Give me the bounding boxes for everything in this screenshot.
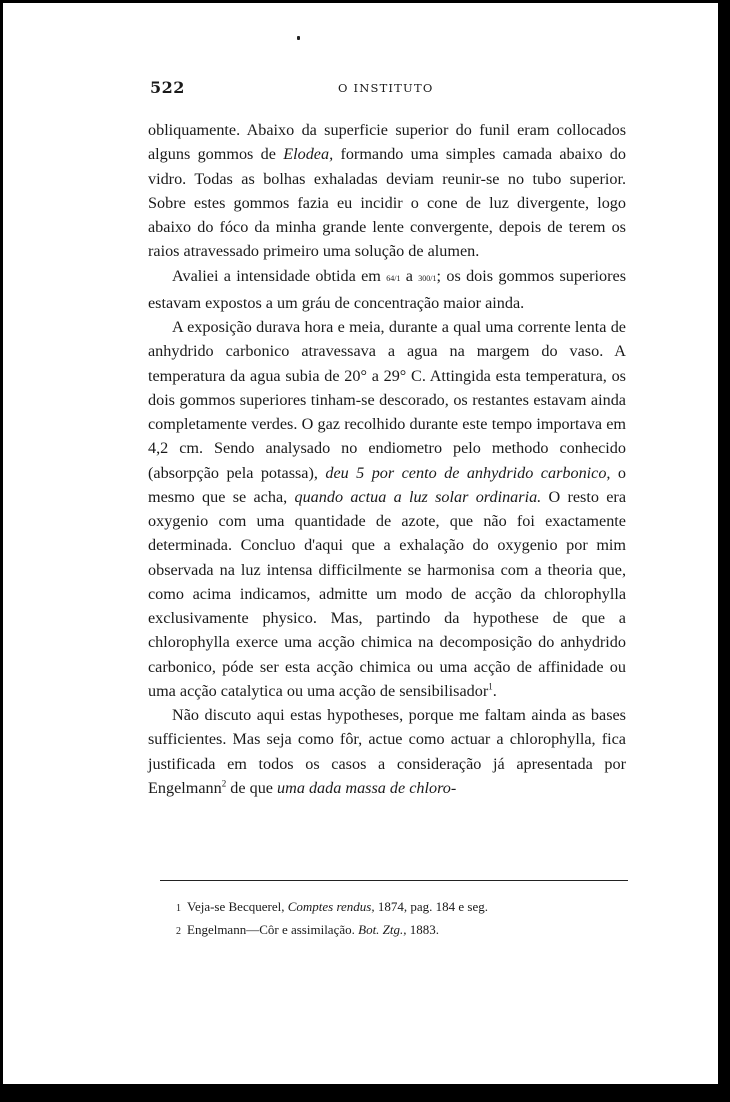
paragraph-2-mid: a [400, 266, 419, 285]
footnote-2-end: 1883. [406, 922, 440, 937]
paragraph-3-period: . [492, 681, 497, 700]
paragraph-4 [148, 703, 626, 800]
paragraph-3-rest: O resto era oxygenio com uma quantidade de azote, que não foi exactamente determinada. Concluo d'aqui que a exhalação do oxygenio por mim observada na luz intensa difficilmente se harmonisa com a theoria que, como acima indicamos, admitte um modo de acção da chlorophylla exclusivamente physico. Mas, partindo da hypothese de que a chlorophylla exerce uma acção chimica na decomposição do anhydrido carbonico, póde ser esta acção chimica ou uma acção de affinidade ou uma acção catalytica ou uma acção de sensibilisador [148, 487, 626, 700]
footnote-1-end: 1874, pag. 184 e seg. [374, 899, 488, 914]
footnote-1-mark: 1 [176, 903, 181, 914]
paragraph-2-end: ; os dois gommos superiores estavam expostos a um gráu de concentração maior ainda. [148, 266, 626, 312]
paragraph-1-rest: formando uma simples camada abaixo do vidro. Todas as bolhas exhaladas deviam reunir-se no tubo superior. Sobre estes gommos fazia eu incidir o cone de luz divergente, logo abaixo do fóco da minha grande lente convergente, depois de terem os raios atravessado primeiro uma solução de alumen. [148, 145, 626, 261]
footnotes [176, 896, 616, 942]
footnote-divider [160, 880, 628, 881]
fraction-300: 300/1 [418, 273, 437, 283]
paragraph-3 [148, 315, 626, 703]
paragraph-1-text: obliquamente. Abaixo da superficie superior do funil eram collocados alguns gommos de [148, 121, 626, 164]
body-text [148, 118, 626, 800]
paragraph-1 [148, 118, 626, 264]
footnote-2 [176, 919, 616, 942]
paragraph-4-start: Não discuto aqui estas hypotheses, porque me faltam ainda as bases sufficientes. Mas seja como fôr, actue como actuar a chlorophylla, fica justificada em todos os casos a consideração já apresentada por Engelmann [148, 706, 626, 797]
paragraph-2 [148, 264, 626, 316]
footnote-ref-1: 1 [488, 681, 493, 692]
page-header [148, 78, 624, 100]
footnote-1-italic: Comptes rendus, [287, 899, 375, 914]
page-number: 522 [150, 78, 185, 97]
footnote-1 [176, 896, 616, 919]
ink-speck [297, 36, 300, 40]
footnote-2-mark: 2 [176, 926, 181, 937]
running-head: O INSTITUTO [338, 81, 434, 95]
footnote-1-text: Veja-se Becquerel, [187, 899, 288, 914]
footnote-ref-2: 2 [221, 778, 227, 789]
result-italic: deu 5 por cento de anhydrido carbonico, [325, 463, 611, 482]
paragraph-2-start: Avaliei a intensidade obtida em [172, 266, 387, 285]
elodea-italic: Elodea, [283, 145, 334, 164]
paragraph-4-mid: de que [226, 778, 278, 797]
paragraph-3-start: A exposição durava hora e meia, durante a qual uma corrente lenta de anhydrido carbonico atravessava a agua na margem do vaso. A temperatura da agua subia de 20° a 29° C. Attingida esta temperatura, os dois gommos superiores tinham-se descorado, os restantes estavam ainda completamente verdes. O gaz recolhido durante este tempo importava em 4,2 cm. Sendo analysado no endiometro pelo methodo conhecido (absorpção pela potassa), [148, 318, 626, 482]
paragraph-4-italic: uma dada massa de chloro- [277, 778, 457, 797]
fraction-64: 64/1 [386, 273, 401, 283]
footnote-2-text: Engelmann—Côr e assimilação. [187, 922, 359, 937]
footnote-2-italic: Bot. Ztg., [358, 922, 407, 937]
solar-italic: quando actua a luz solar ordinaria. [294, 487, 542, 506]
paragraph-3-mid: o mesmo que se acha, [148, 463, 627, 506]
